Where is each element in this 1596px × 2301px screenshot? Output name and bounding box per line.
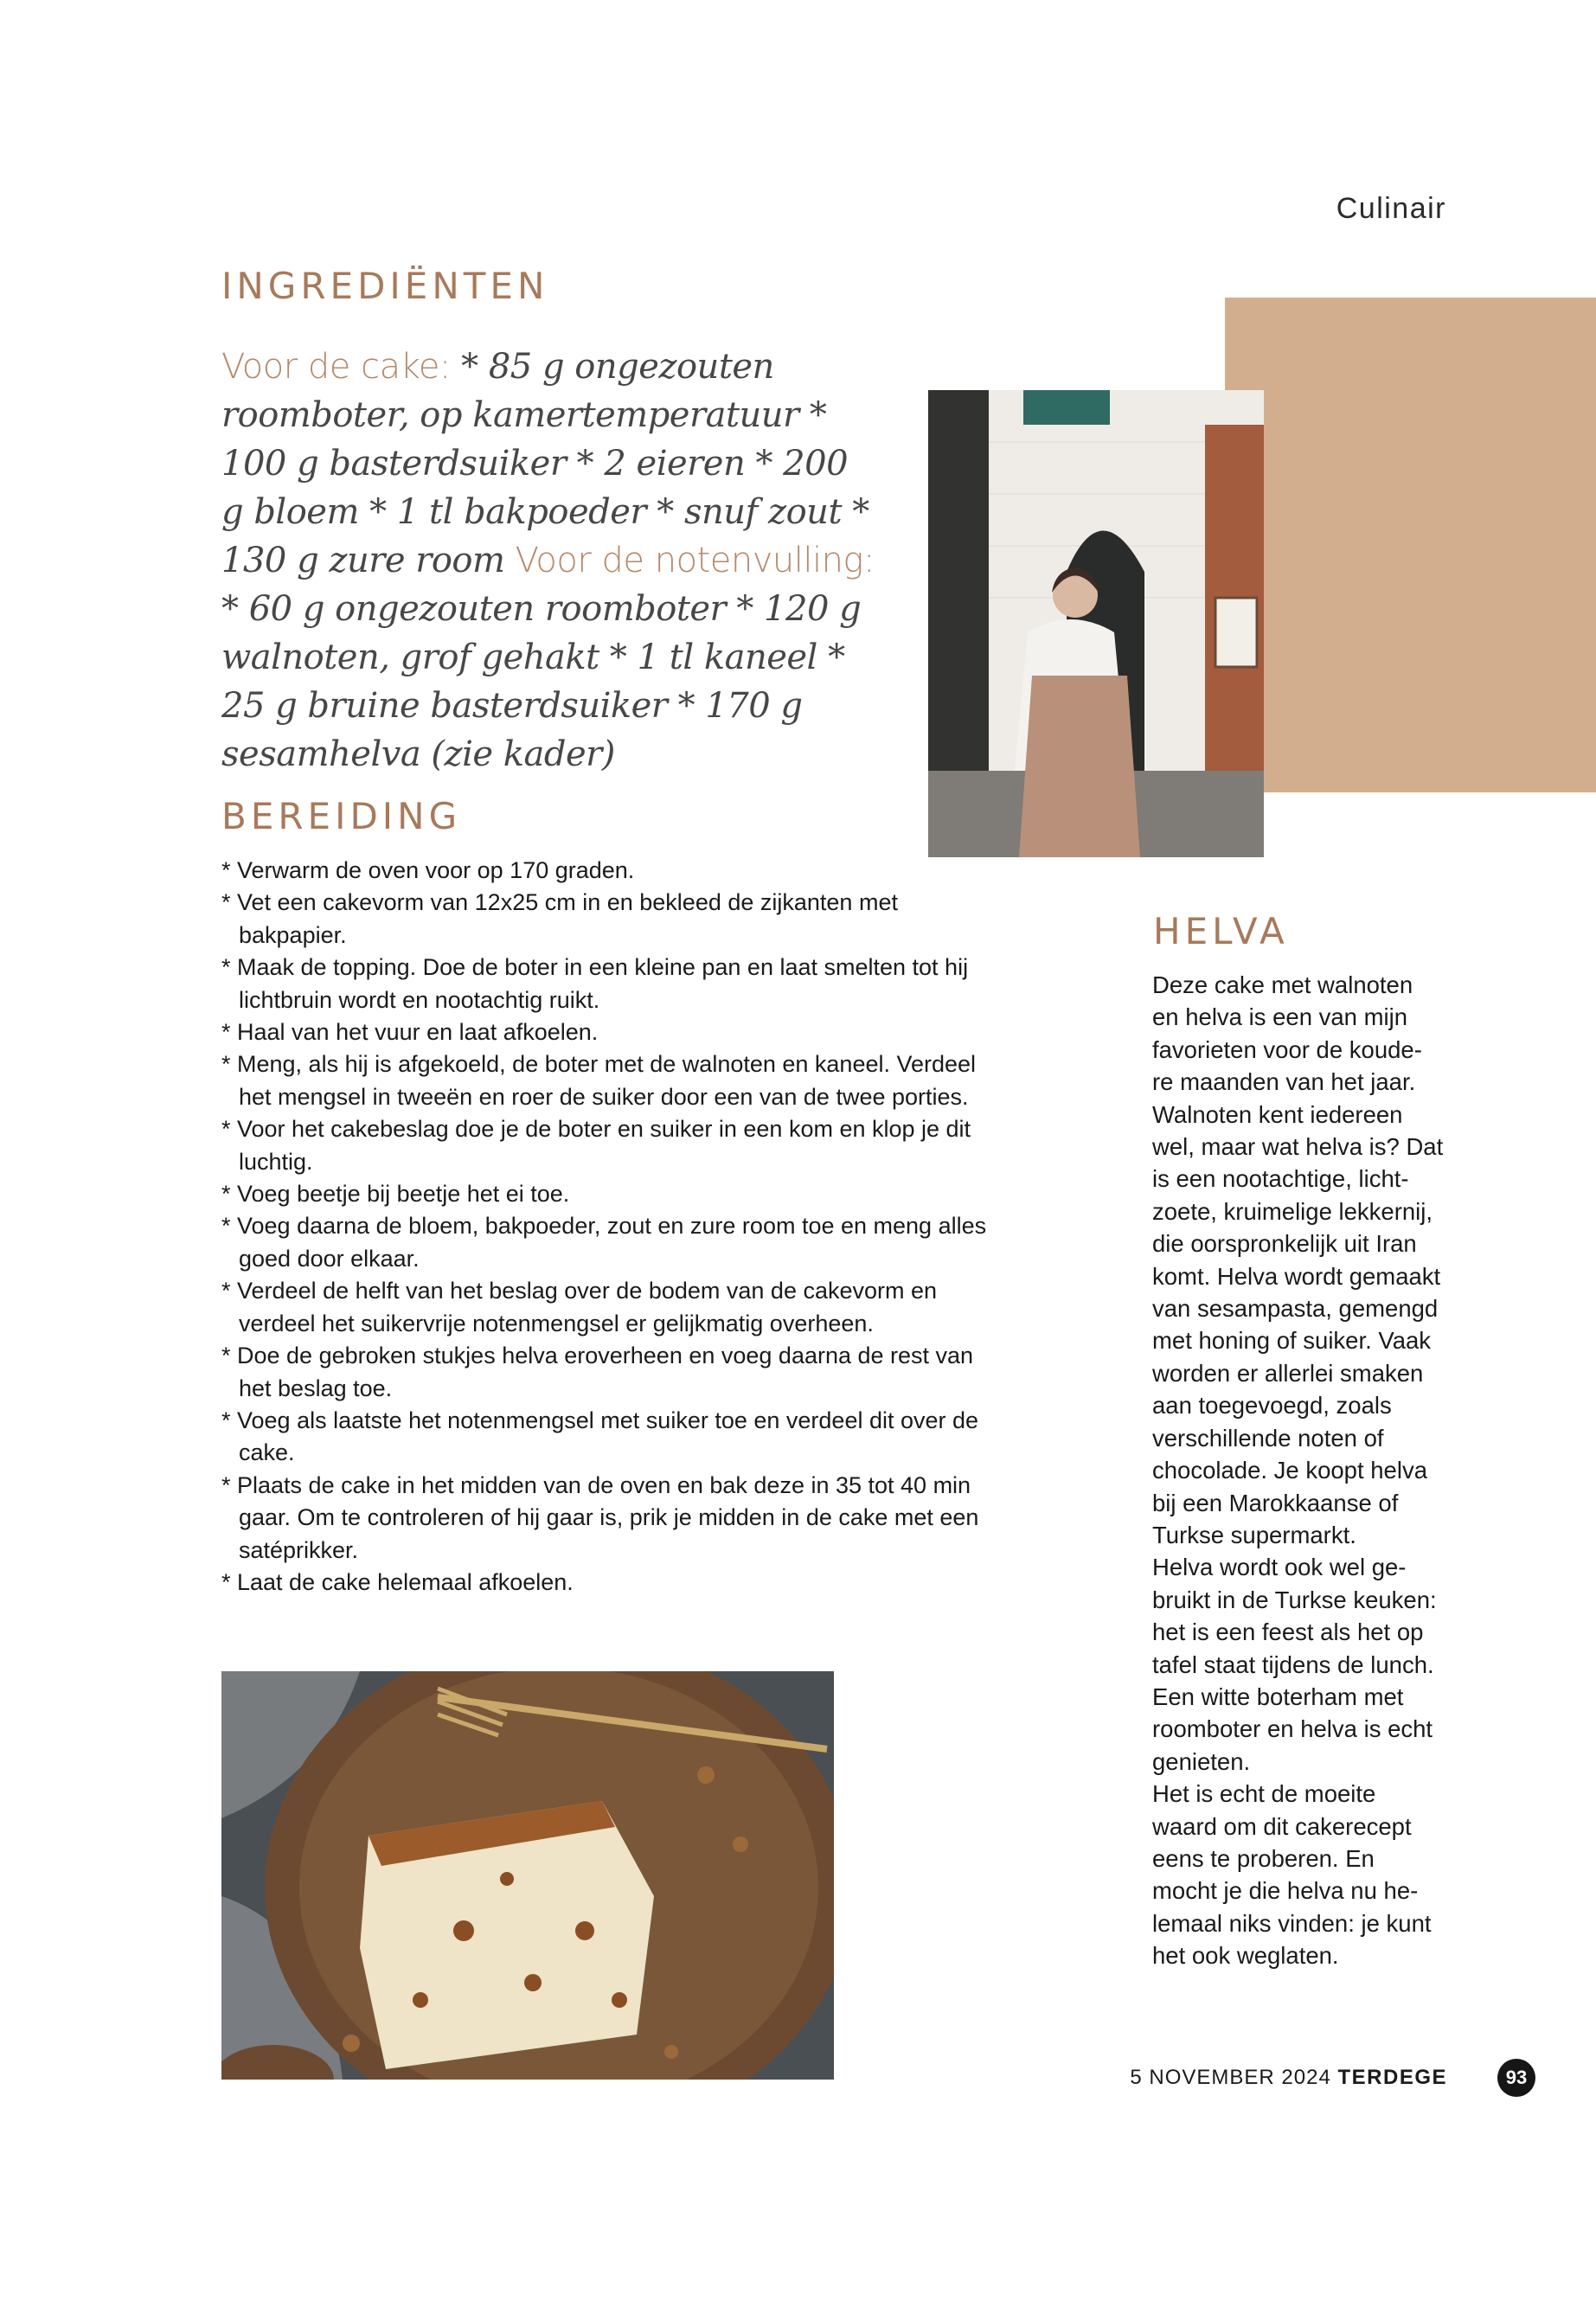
page-number: 93 [1497,2059,1535,2097]
ingredients-list [221,343,879,779]
list-item: * Meng, als hij is afgekoeld, de boter met de walnoten en kaneel. Verdeel het mengsel in tweeën en roer de suiker door een van de twee porties. [221,1051,977,1110]
filling-ingredients-label: Voor de notenvulling: [515,541,875,580]
preparation-heading: BEREIDING [221,795,462,837]
cake-ingredients-items: * 85 g ongezouten roomboter, op kamertemperatuur * 100 g basterdsuiker * 2 eieren * 200 g bloem * 1 tl bakpoeder * snuf zout * 130 g zure room [221,347,869,580]
preparation-steps [221,855,1000,1599]
filling-ingredients-items: * 60 g ongezouten roomboter * 120 g walnoten, grof gehakt * 1 tl kaneel * 25 g bruine basterdsuiker * 170 g sesamhelva (zie kader) [221,589,862,774]
list-item: * Laat de cake helemaal afkoelen. [221,1568,574,1595]
list-item: * Vet een cakevorm van 12x25 cm in en bekleed de zijkanten met bakpapier. [221,889,898,948]
list-item: * Haal van het vuur en laat afkoelen. [221,1019,599,1046]
helva-heading: HELVA [1153,910,1289,952]
list-item: * Voeg als laatste het notenmengsel met suiker toe en verdeel dit over de cake. [221,1407,979,1466]
ingredients-heading: INGREDIËNTEN [221,265,549,307]
helva-body-text: Deze cake met walnoten en helva is een van mijn favorieten voor de koude- re maanden van het jaar. Walnoten kent iedereen wel, maar wat helva is? Dat is een nootachtige, licht- zoete, kruimelige lekkernij, die oorspronkelijk uit Iran komt. Helva wordt gemaakt van sesampasta, gemengd met honing of suiker. Vaak worden er allerlei smaken aan toegevoegd, zoals verschillende noten of chocolade. Je koopt helva bij een Marokkaanse of Turkse supermarkt. Helva wordt ook wel ge- bruikt in de Turkse keuken: het is een feest als het op tafel staat tijdens de lunch. Een witte boterham met roomboter en helva is echt genieten. Het is echt de moeite waard om dit cakerecept eens te proberen. En mocht je die helva nu he- lemaal niks vinden: je kunt het ook weglaten. [1152,971,1444,1970]
cake-photo [221,1671,834,2080]
list-item: * Voor het cakebeslag doe je de boter en suiker in een kom en klop je dit luchtig. [221,1116,971,1175]
section-category: Culinair [1336,192,1446,225]
magazine-name: TERDEGE [1337,2066,1447,2089]
cake-ingredients-label: Voor de cake: [221,347,451,387]
list-item: * Maak de topping. Doe de boter in een kleine pan en laat smelten tot hij lichtbruin wordt en nootachtig ruikt. [221,954,969,1013]
issue-date: 5 NOVEMBER 2024 [1130,2066,1331,2089]
list-item: * Verwarm de oven voor op 170 graden. [221,857,635,883]
list-item: * Verdeel de helft van het beslag over de bodem van de cakevorm en verdeel het suikervrije notenmengsel er gelijkmatig overheen. [221,1278,938,1336]
page-footer [1130,2066,1447,2090]
list-item: * Doe de gebroken stukjes helva eroverheen en voeg daarna de rest van het beslag toe. [221,1343,974,1401]
list-item: * Voeg daarna de bloem, bakpoeder, zout en zure room toe en meng alles goed door elkaar. [221,1213,987,1272]
chef-portrait-photo [928,390,1264,857]
list-item: * Voeg beetje bij beetje het ei toe. [221,1181,570,1208]
decorative-color-block [1225,298,1596,792]
list-item: * Plaats de cake in het midden van de oven en bak deze in 35 tot 40 min gaar. Om te controleren of hij gaar is, prik je midden in de cake met een satéprikker. [221,1471,979,1563]
